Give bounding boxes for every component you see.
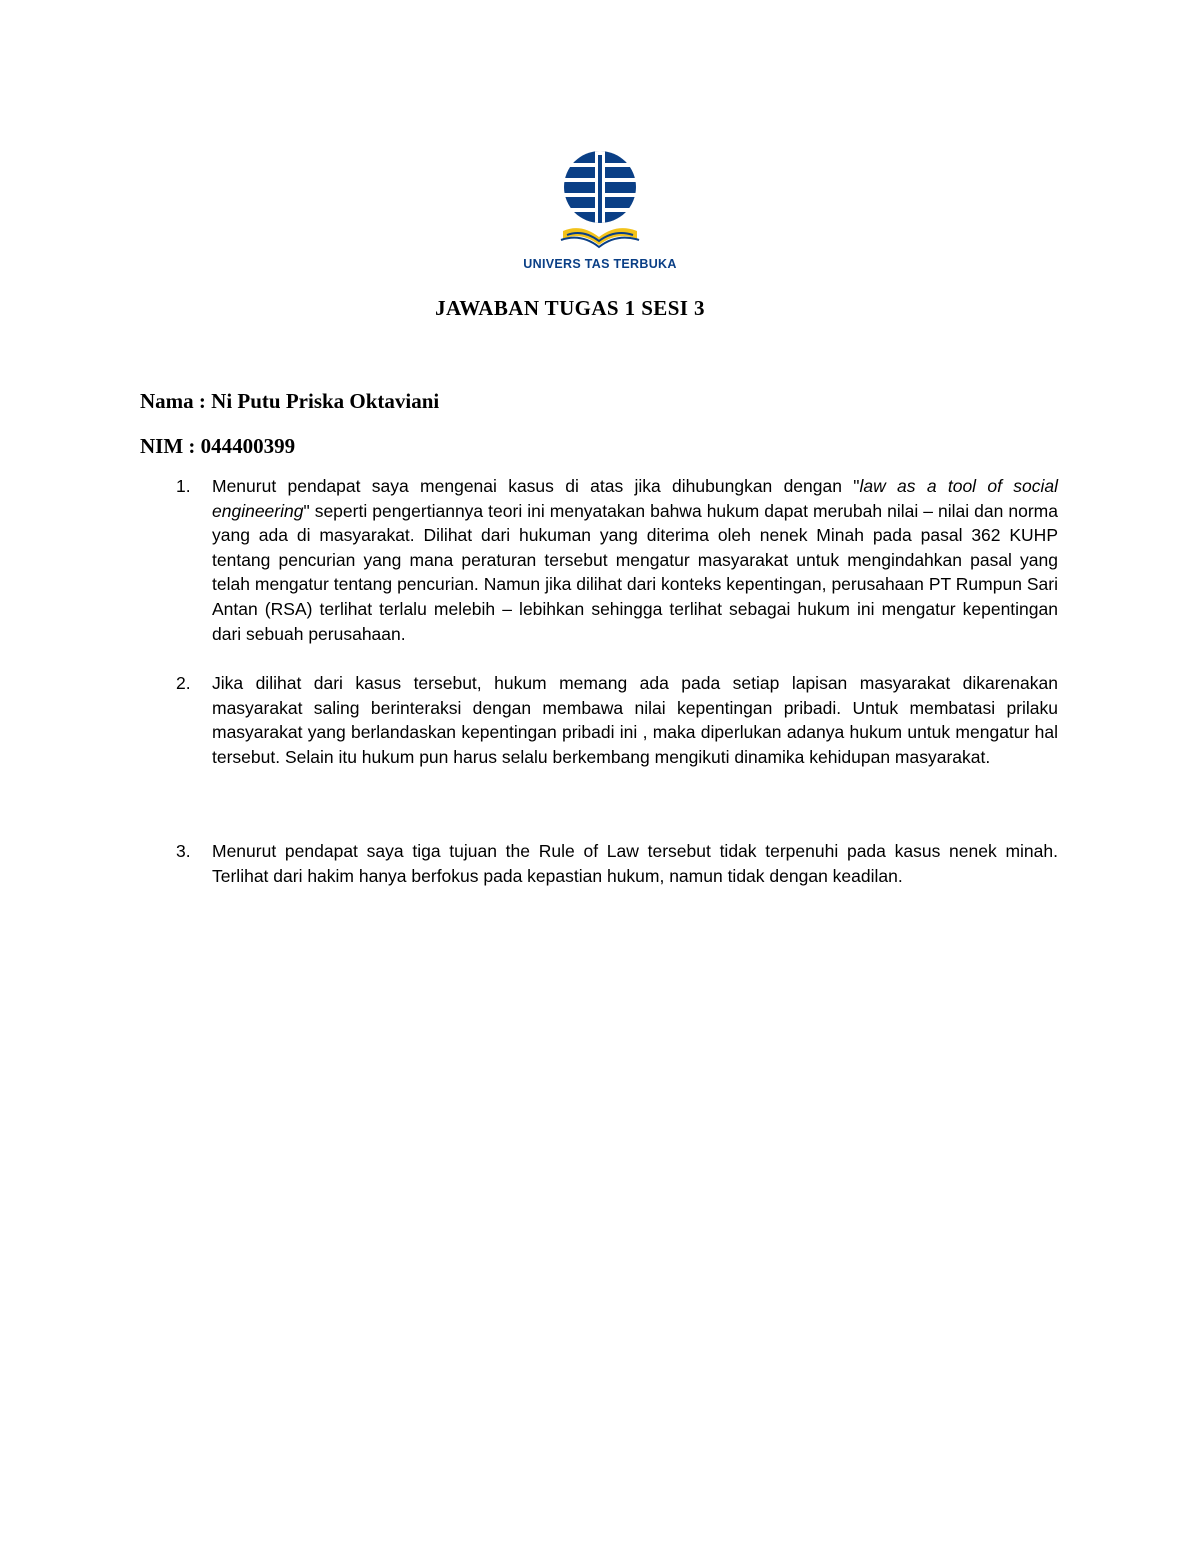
italic-phrase: law as a tool of social engineering [212, 476, 1058, 521]
logo-wordmark: UNIVERS TAS TERBUKA [523, 257, 677, 271]
list-item-text: Menurut pendapat saya mengenai kasus di atas jika dihubungkan dengan "law as a tool of social engineering" seperti pengertiannya teori ini menyatakan bahwa hukum dapat merubah nilai – nilai dan norma yang ada di masyarakat. Dilihat dari hukuman yang diterima oleh nenek Minah pada pasal 362 KUHP tentang pencurian yang mana peraturan tersebut mengatur masyarakat untuk mengindahkan pasal yang telah mengatur tentang pencurian. Namun jika dilihat dari konteks kepentingan, perusahaan PT Rumpun Sari Antan (RSA) terlihat terlalu melebih – lebihkan sehingga terlihat sebagai hukum ini mengatur kepentingan dari sebuah perusahaan. [212, 476, 1058, 644]
page-title: JAWABAN TUGAS 1 SESI 3 [435, 296, 705, 320]
list-item-text: Menurut pendapat saya tiga tujuan the Rule of Law tersebut tidak terpenuhi pada kasus nenek minah. Terlihat dari hakim hanya berfokus pada kepastian hukum, namun tidak dengan keadilan. [212, 841, 1058, 886]
student-name: Nama : Ni Putu Priska Oktaviani [140, 389, 440, 413]
list-item-number: 3. [176, 841, 191, 861]
university-emblem-icon [517, 145, 683, 255]
list-item-number: 1. [176, 476, 191, 496]
list-item-number: 2. [176, 673, 191, 693]
student-id: NIM : 044400399 [140, 434, 296, 458]
university-logo [517, 145, 683, 275]
list-item-text: Jika dilihat dari kasus tersebut, hukum memang ada pada setiap lapisan masyarakat dikarenakan masyarakat saling berinteraksi dengan membawa nilai kepentingan pribadi. Untuk membatasi prilaku masyarakat yang berlandaskan kepentingan pribadi ini , maka diperlukan adanya hukum untuk mengatur hal tersebut. Selain itu hukum pun harus selalu berkembang mengikuti dinamika kehidupan masyarakat. [212, 673, 1058, 767]
